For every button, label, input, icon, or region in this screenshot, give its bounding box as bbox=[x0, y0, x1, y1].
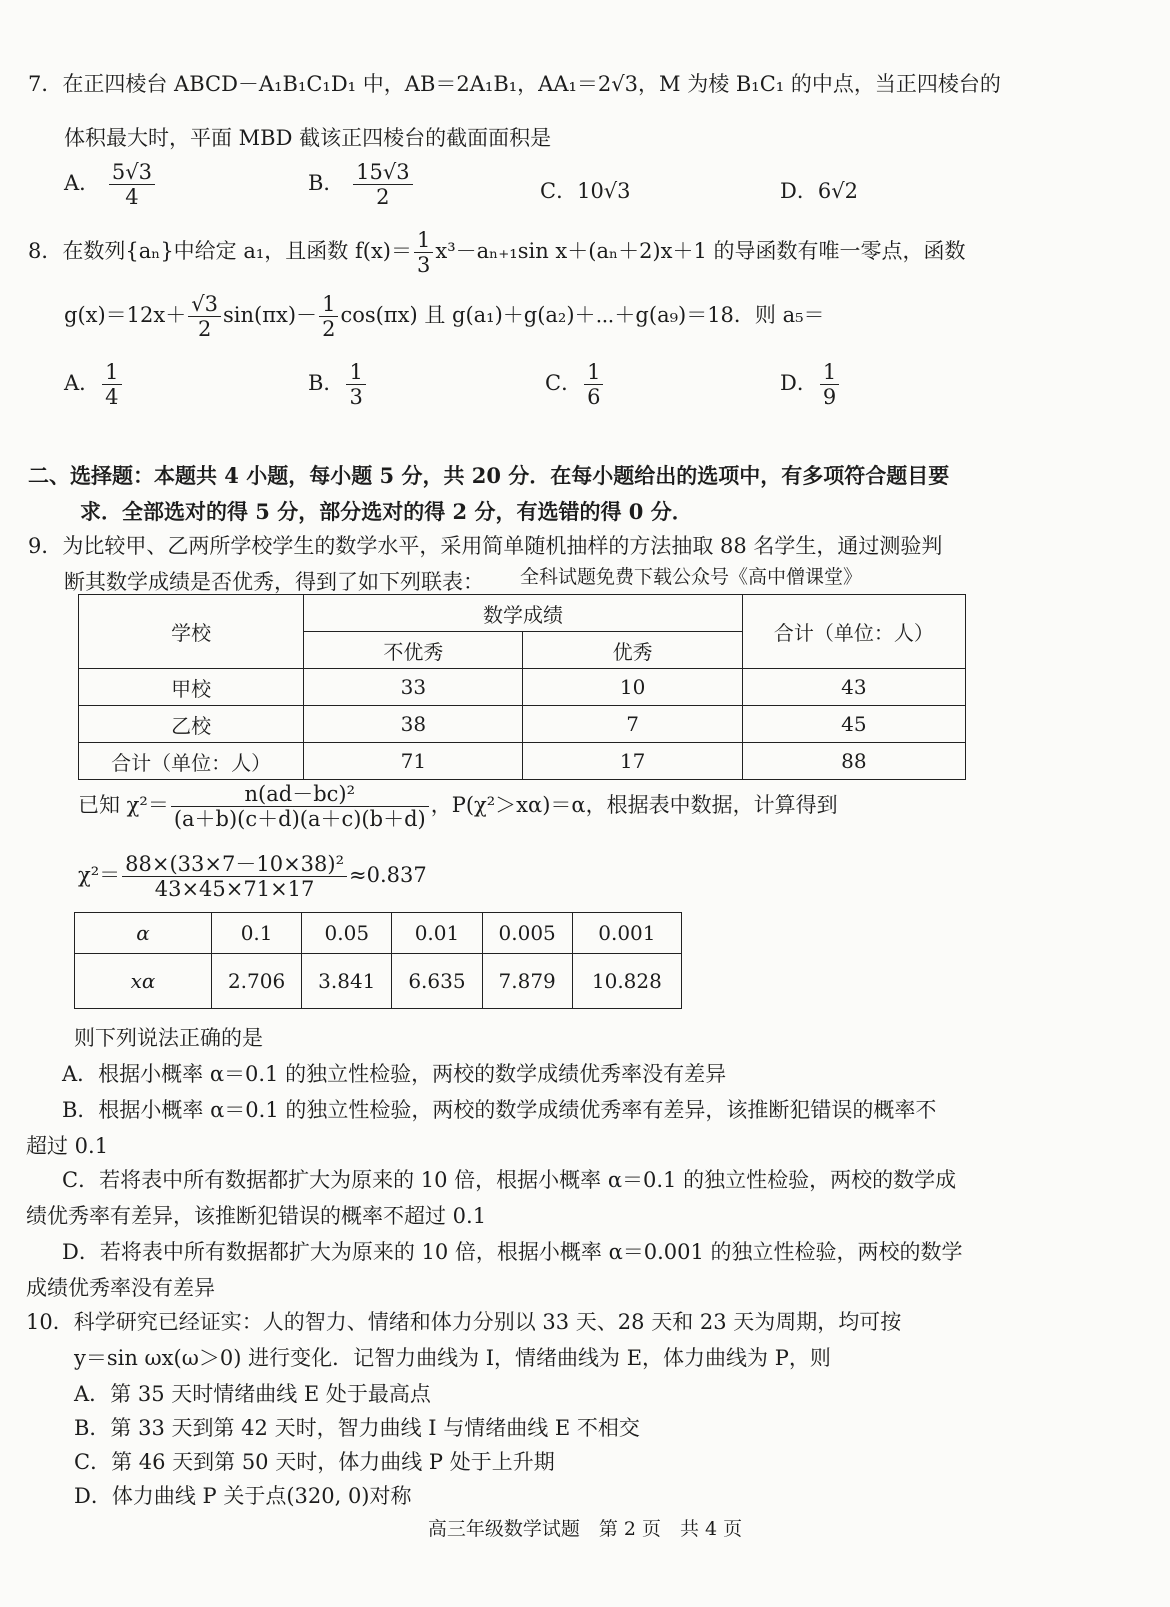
q8-option-c: C． $\frac{1}{6}$ bbox=[545, 360, 605, 409]
q8-option-d: D． $\frac{1}{9}$ bbox=[780, 360, 841, 409]
header-total: 合计（单位：人） bbox=[742, 595, 965, 669]
q7-stem-line2: 体积最大时，平面 MBD 截该正四棱台的截面面积是 bbox=[64, 126, 552, 150]
q9-option-d-line1: D．若将表中所有数据都扩大为原来的 10 倍，根据小概率 α＝0.001 的独立性检验，两校的数学 bbox=[62, 1240, 963, 1264]
q10-stem-line2: y＝sin ωx(ω＞0) 进行变化．记智力曲线为 I，情绪曲线为 E，体力曲线为 P，则 bbox=[74, 1346, 831, 1370]
header-not-excellent: 不优秀 bbox=[304, 632, 523, 669]
fraction: $\frac{√3}{2}$ bbox=[188, 292, 221, 341]
q10-option-a: A．第 35 天时情绪曲线 E 处于最高点 bbox=[74, 1382, 431, 1406]
q7-option-b: B． $\frac{15√3}{2}$ bbox=[308, 160, 415, 209]
watermark-note: 全科试题免费下载公众号《高中僧课堂》 bbox=[520, 566, 863, 588]
q7-option-c: C．10√3 bbox=[540, 179, 631, 203]
page-footer: 高三年级数学试题 第 2 页 共 4 页 bbox=[427, 1518, 743, 1540]
q9-chi-square-calc: χ²＝ $\frac{\text{88×(33×7－10×38)²}}{43\times 45\times 71\times 17}$ ≈0.837 bbox=[78, 852, 427, 902]
q9-stem-line1: 9．为比较甲、乙两所学校学生的数学水平，采用简单随机抽样的方法抽取 88 名学生，通过测验判 bbox=[28, 534, 943, 558]
fraction: $\frac{1}{3}$ bbox=[346, 360, 365, 409]
q9-ask: 则下列说法正确的是 bbox=[74, 1026, 263, 1050]
q10-option-c: C．第 46 天到第 50 天时，体力曲线 P 处于上升期 bbox=[74, 1450, 555, 1474]
q10-option-b: B．第 33 天到第 42 天时，智力曲线 I 与情绪曲线 E 不相交 bbox=[74, 1416, 640, 1440]
q10-option-d: D．体力曲线 P 关于点(320, 0)对称 bbox=[74, 1484, 412, 1508]
fraction: $\frac{\text{n(ad－bc)²}}{(a+b)(c+d)(a+c)(b+d)}$ bbox=[171, 782, 429, 831]
table-row: 甲校 33 10 43 bbox=[79, 669, 966, 706]
fraction: $\frac{1}{3}$ bbox=[414, 228, 433, 277]
contingency-table bbox=[78, 594, 966, 780]
table-row: 合计（单位：人） 71 17 88 bbox=[79, 743, 966, 780]
critical-value-table bbox=[74, 912, 682, 1009]
q8-option-b: B． $\frac{1}{3}$ bbox=[308, 360, 368, 409]
table-row: α 0.1 0.05 0.01 0.005 0.001 bbox=[75, 913, 682, 954]
q9-option-c-line1: C．若将表中所有数据都扩大为原来的 10 倍，根据小概率 α＝0.1 的独立性检验，两校的数学成 bbox=[62, 1168, 957, 1192]
q7-option-d: D．6√2 bbox=[780, 179, 858, 203]
q8-option-a: A． $\frac{1}{4}$ bbox=[64, 360, 124, 409]
q9-option-b-line1: B．根据小概率 α＝0.1 的独立性检验，两校的数学成绩优秀率有差异，该推断犯错误的概率不 bbox=[62, 1098, 937, 1122]
q9-stem-line2: 断其数学成绩是否优秀，得到了如下列联表： bbox=[64, 570, 484, 594]
table-row: 乙校 38 7 45 bbox=[79, 706, 966, 743]
q9-option-c-line2: 绩优秀率有差异，该推断犯错误的概率不超过 0.1 bbox=[26, 1204, 487, 1228]
fraction: $\frac{15√3}{2}$ bbox=[353, 160, 412, 209]
fraction: $\frac{\text{88×(33×7－10×38)²}}{43\times 45\times 71\times 17}$ bbox=[122, 852, 347, 901]
section2-heading-line1: 二、选择题：本题共 4 小题，每小题 5 分，共 20 分．在每小题给出的选项中，有多项符合题目要 bbox=[28, 463, 950, 488]
q8-stem-line2: g(x)＝12x＋ $\frac{√3}{2}$ sin(πx)－ $\frac{1}{2}$ cos(πx) 且 g(a₁)＋g(a₂)＋⋯＋g(a₉)＝18．则 a₅＝ bbox=[64, 292, 825, 342]
q8-stem-line1: 8．在数列{aₙ}中给定 a₁，且函数 f(x)＝ $\frac{1}{3}$ x³－aₙ₊₁sin x＋(aₙ＋2)x＋1 的导函数有唯一零点，函数 bbox=[28, 228, 966, 278]
q9-option-b-line2: 超过 0.1 bbox=[26, 1134, 109, 1158]
fraction: $\frac{1}{4}$ bbox=[102, 360, 121, 409]
q9-option-a: A．根据小概率 α＝0.1 的独立性检验，两校的数学成绩优秀率没有差异 bbox=[62, 1062, 727, 1086]
q9-known-formula: 已知 χ²＝ $\frac{\text{n(ad－bc)²}}{(a+b)(c+d)(a+c)(b+d)}$ ，P(χ²＞xα)＝α，根据表中数据，计算得到 bbox=[78, 782, 838, 832]
fraction: $\frac{1}{9}$ bbox=[820, 360, 839, 409]
q10-stem-line1: 10．科学研究已经证实：人的智力、情绪和体力分别以 33 天、28 天和 23 天为周期，均可按 bbox=[26, 1310, 902, 1334]
q7-option-a: A． $\frac{5√3}{4}$ bbox=[64, 160, 157, 209]
q9-option-d-line2: 成绩优秀率没有差异 bbox=[26, 1276, 215, 1300]
section2-heading-line2: 求．全部选对的得 5 分，部分选对的得 2 分，有选错的得 0 分． bbox=[80, 499, 693, 524]
fraction: $\frac{1}{2}$ bbox=[319, 292, 338, 341]
fraction: $\frac{1}{6}$ bbox=[584, 360, 603, 409]
q7-stem-line1: 7．在正四棱台 ABCD－A₁B₁C₁D₁ 中，AB＝2A₁B₁，AA₁＝2√3，M 为棱 B₁C₁ 的中点，当正四棱台的 bbox=[28, 72, 1001, 96]
header-score: 数学成绩 bbox=[304, 595, 742, 632]
header-excellent: 优秀 bbox=[523, 632, 742, 669]
table-row: xα 2.706 3.841 6.635 7.879 10.828 bbox=[75, 954, 682, 1009]
fraction: $\frac{5√3}{4}$ bbox=[109, 160, 155, 209]
header-school: 学校 bbox=[79, 595, 304, 669]
